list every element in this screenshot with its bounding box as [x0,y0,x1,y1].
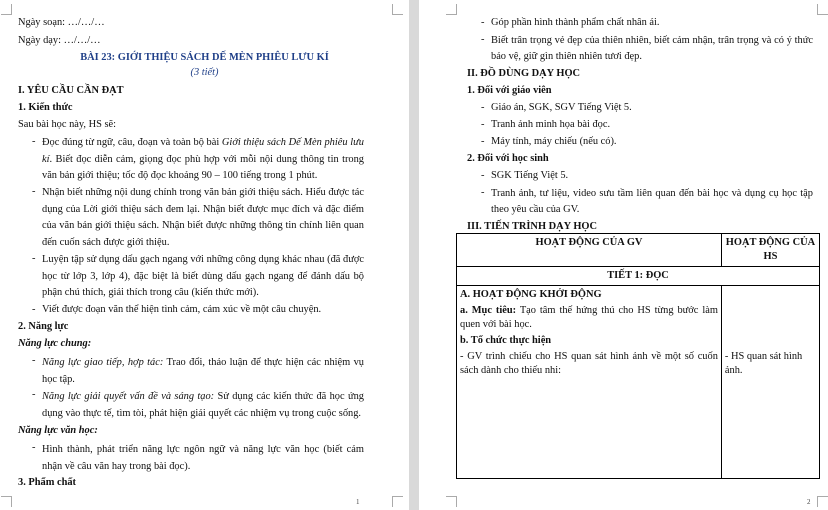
table-row [457,267,820,286]
section-a-title: A. HOẠT ĐỘNG KHỞI ĐỘNG [460,289,602,300]
margin-corner-mark [446,4,457,15]
table-header-row [457,234,820,267]
gv-activity-cell [457,286,722,479]
margin-corner-mark [817,496,828,507]
bullet-dash: - [481,119,485,130]
giao-vien-item-1: Giáo án, SGK, SGV Tiếng Việt 5. [491,102,632,113]
kienthuc-item-2: Nhận biết những nội dung chính trong văn bản giới thiệu sách. Hiểu được tác dụng của Lời giới thiệu sách đem lại. Nhận biết được mục đích và đặc điểm của văn bản giới thiệu sách. Nhận biết được những thông tin chính liên quan đến cuốn sách được giới thiệu. [42,187,364,248]
column-header-hs: HOẠT ĐỘNG CỦA HS [721,234,819,267]
ngay-day: Ngày dạy: …/…/… [18,35,101,46]
margin-corner-mark [817,4,828,15]
bullet-dash: - [481,187,485,198]
ngay-soan: Ngày soạn: …/…/… [18,17,105,28]
kienthuc-item-1: Đọc đúng từ ngữ, câu, đoạn và toàn bộ bài Giới thiệu sách Dế Mèn phiêu lưu kí. Biết đọc diễn cảm, giọng đọc phù hợp với mỗi nội dung thông tin trong văn bản giới thiệu; tốc độ đọc khoảng 90 – 100 tiếng trong 1 phút. [42,137,364,181]
hoc-sinh-item-1: SGK Tiếng Việt 5. [491,170,569,181]
hoc-sinh-item-2: Tranh ảnh, tư liệu, video sưu tầm liên quan đến bài học và dụng cụ học tập theo yêu cầu của GV. [491,188,813,215]
giao-vien-item-3: Máy tính, máy chiếu (nếu có). [491,136,617,147]
bullet-dash: - [481,136,485,147]
hs-response-text: - HS quan sát hình ảnh. [724,351,803,376]
column-header-gv: HOẠT ĐỘNG CỦA GV [457,234,722,267]
nang-luc-chung-label: Năng lực chung: [18,338,92,349]
heading-pham-chat: 3. Phẩm chất [18,477,77,488]
nang-luc-van-hoc-label: Năng lực văn học: [18,425,98,436]
nang-luc-chung-item-1: Năng lực giao tiếp, hợp tác: Trao đổi, thảo luận để thực hiện các nhiệm vụ học tập. [42,357,364,385]
margin-corner-mark [1,4,12,15]
bullet-dash: - [32,389,36,400]
pham-chat-item-1: Góp phần hình thành phẩm chất nhân ái. [491,17,660,28]
table-row [457,286,820,479]
bullet-dash: - [32,136,36,147]
page-number: 2 [807,498,811,506]
bullet-dash: - [481,170,485,181]
kienthuc-item-3: Luyện tập sử dụng dấu gạch ngang với những công dụng khác nhau (đã được học từ lớp 3, lớp 4), đặc biệt là biết dùng dấu gạch ngang để đánh dấu bộ phận chú thích, giải thích trong câu (kiến thức mới). [42,254,364,298]
nang-luc-van-hoc-item-1: Hình thành, phát triển năng lực ngôn ngữ và năng lực văn học (biết cảm nhận về câu văn hay trong bài đọc). [42,444,364,472]
margin-corner-mark [392,4,403,15]
bullet-dash: - [32,186,36,197]
heading-kien-thuc: 1. Kiến thức [18,102,73,113]
nang-luc-chung-item-2: Năng lực giải quyết vấn đề và sáng tạo: Sử dụng các kiến thức đã học ứng dụng vào thực tế, tìm tòi, phát hiện giải quyết các nhiệm vụ trong cuộc sống. [42,391,364,419]
heading-giao-vien: 1. Đối với giáo viên [467,85,552,96]
lesson-title: BÀI 23: GIỚI THIỆU SÁCH DẾ MÈN PHIÊU LƯU KÍ [80,52,329,63]
document-page-2 [419,0,828,510]
giao-vien-item-2: Tranh ảnh minh họa bài đọc. [491,119,611,130]
bullet-dash: - [32,304,36,315]
document-page-1 [0,0,409,510]
heading-tien-trinh: III. TIẾN TRÌNH DẠY HỌC [467,221,598,232]
margin-corner-mark [446,496,457,507]
to-chuc-thuc-hien-title: b. Tổ chức thực hiện [460,335,552,346]
margin-corner-mark [392,496,403,507]
bullet-dash: - [481,34,485,45]
bullet-dash: - [481,17,485,28]
kienthuc-item-4: Viết được đoạn văn thể hiện tình cảm, cảm xúc về một câu chuyện. [42,304,322,315]
margin-corner-mark [1,496,12,507]
tiet-label: TIẾT 1: ĐỌC [457,267,820,286]
muc-tieu-text: a. Mục tiêu: Tạo tâm thế hứng thú cho HS từng bước làm quen với bài học. [460,305,718,330]
lesson-subtitle: (3 tiết) [190,67,219,78]
lesson-activity-table [456,233,820,479]
hs-activity-cell [721,286,819,479]
gv-instruction-text: - GV trình chiếu cho HS quan sát hình ảnh về một số cuốn sách dành cho thiếu nhi: [460,351,718,376]
bullet-dash: - [32,355,36,366]
bullet-dash: - [32,442,36,453]
heading-nang-luc: 2. Năng lực [18,321,69,332]
intro-text: Sau bài học này, HS sẽ: [18,119,117,130]
bullet-dash: - [481,102,485,113]
bullet-dash: - [32,253,36,264]
heading-hoc-sinh: 2. Đối với học sinh [467,153,549,164]
page-number: 1 [356,498,360,506]
heading-yeu-cau: I. YÊU CẦU CẦN ĐẠT [18,85,124,96]
heading-do-dung: II. ĐỒ DÙNG DẠY HỌC [467,68,581,79]
pham-chat-item-2: Biết trân trọng vẻ đẹp của thiên nhiên, biết cảm nhận, trân trọng và có ý thức bảo vệ, giữ gìn thiên nhiên tươi đẹp. [491,35,813,62]
